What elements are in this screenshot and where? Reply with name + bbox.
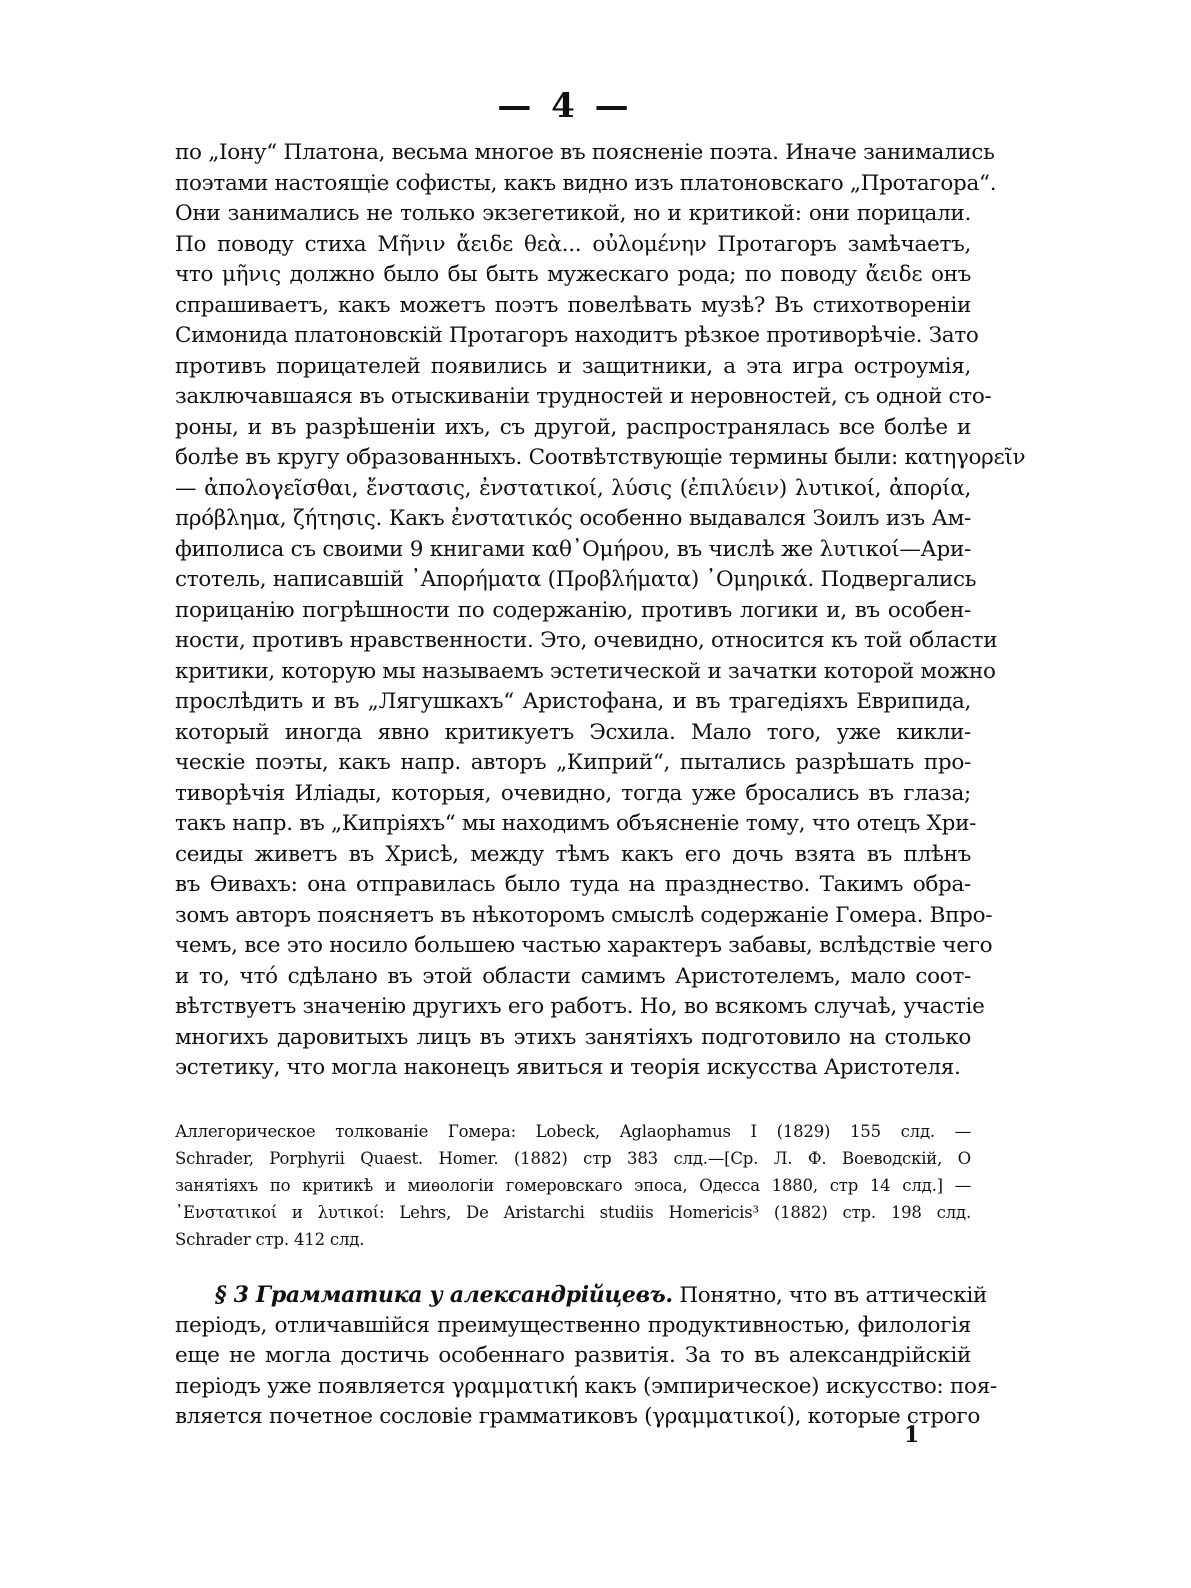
signature-mark: 1 (904, 1422, 920, 1448)
body-line: и то, что́ сдѣлано въ этой области самимъ Аристотелемъ, мало соот- (175, 963, 971, 989)
body-line: тиворѣчія Иліады, которыя, очевидно, тогда уже бросались въ глаза; (175, 780, 971, 806)
body-line: эстетику, что могла наконецъ явиться и теорія искусства Аристотеля. (175, 1055, 961, 1080)
body-line: что μῆνις должно было бы быть мужескаго рода; по поводу ἄειδε онъ (175, 262, 971, 287)
section-line: періодъ уже появляется γραμματική какъ (эмпирическое) искусство: поя- (175, 1373, 997, 1399)
body-line: въ Өивахъ: она отправилась было туда на празднество. Такимъ обра- (175, 872, 971, 897)
footnote-line: Schrader, Porphyrii Quaest. Homer. (1882) стр 383 слд.—[Ср. Л. Ф. Воеводскій, О (175, 1149, 971, 1168)
section-first-line-text: Понятно, что въ аттическій (679, 1283, 988, 1308)
body-line: который иногда явно критикуетъ Эсхила. Мало того, уже кикли- (175, 719, 971, 745)
body-line: вѣтствуетъ значенію другихъ его работъ. Но, во всякомъ случаѣ, участіе (175, 994, 985, 1019)
footnote-line: ᾿Ενστατικοί и λυτικοί: Lehrs, De Aristarchi studiis Homericis³ (1882) стр. 198 слд. (175, 1203, 971, 1222)
main-text (175, 138, 1026, 1084)
body-line: роны, и въ разрѣшеніи ихъ, съ другой, распространялась все болѣе и (175, 414, 971, 440)
footnotes (175, 1118, 971, 1253)
section-heading: § 3 Грамматика у александрійцевъ. (215, 1282, 673, 1308)
body-line: Симонида платоновскій Протагоръ находитъ рѣзкое противорѣчіе. Зато (175, 323, 979, 348)
body-line: Они занимались не только экзегетикой, но и критикой: они порицали. (175, 201, 971, 226)
section-first-line (175, 1280, 988, 1311)
body-line: πρόβλημα, ζήτησις. Какъ ἐνστατικός особенно выдавался Зоилъ изъ Ам- (175, 506, 971, 531)
body-line: критики, которую мы называемъ эстетической и зачатки которой можно (175, 658, 996, 684)
body-line: — ἀπολογεῖσθαι, ἔνστασις, ἐνστατικοί, λύσις (ἐπιλύειν) λυτικοί, ἀπορία, (175, 475, 971, 501)
body-line: прослѣдить и въ „Лягушкахъ“ Аристофана, и въ трагедіяхъ Еврипида, (175, 689, 971, 714)
body-line: многихъ даровитыхъ лицъ въ этихъ занятіяхъ подготовило на столько (175, 1024, 971, 1050)
body-line: ческіе поэты, какъ напр. авторъ „Киприй“, пытались разрѣшать про- (175, 750, 971, 775)
body-line: чемъ, все это носило большею частью характеръ забавы, вслѣдствіе чего (175, 933, 993, 958)
section-line: періодъ, отличавшійся преимущественно продуктивностью, филологія (175, 1312, 971, 1338)
body-line: порицанію погрѣшности по содержанію, противъ логики и, въ особен- (175, 597, 971, 623)
body-line: поэтами настоящіе софисты, какъ видно изъ платоновскаго „Протагора“. (175, 170, 997, 196)
body-line: такъ напр. въ „Кипріяхъ“ мы находимъ объясненіе тому, что отецъ Хри- (175, 811, 977, 836)
section-line: еще не могла достичь особеннаго развитія. За то въ александрійскій (175, 1343, 971, 1368)
section-line: вляется почетное сословіе грамматиковъ (γραμματικοί), которые строго (175, 1404, 980, 1429)
body-line: зомъ авторъ поясняетъ въ нѣкоторомъ смыслѣ содержаніе Гомера. Впро- (175, 902, 993, 928)
body-line: болѣе въ кругу образованныхъ. Соотвѣтствующіе термины были: κατηγορεῖν (175, 445, 1026, 470)
footnote-line: Аллегорическое толкованіе Гомера: Lobeck, Aglaophamus I (1829) 155 слд. — (175, 1122, 971, 1141)
footnote-line: занятіяхъ по критикѣ и миѳологіи гомеровскаго эпоса, Одесса 1880, стр 14 слд.] — (175, 1176, 971, 1195)
body-line: фиполиса съ своими 9 книгами καθ᾿Ομήρου, въ числѣ же λυτικοί—Ари- (175, 536, 971, 562)
body-line: По поводу стиха Μῆνιν ἄειδε θεὰ... οὐλομένην Протагоръ замѣчаетъ, (175, 231, 971, 257)
body-line: спрашиваетъ, какъ можетъ поэтъ повелѣвать музѣ? Въ стихотвореніи (175, 292, 971, 318)
body-line: ности, противъ нравственности. Это, очевидно, относится къ той области (175, 628, 998, 653)
body-line: сеиды живетъ въ Хрисѣ, между тѣмъ какъ его дочь взята въ плѣнъ (175, 841, 971, 867)
page-number: — 4 — (497, 86, 633, 126)
body-line: стотель, написавшій ᾿Απορήματα (Προβλήματα) ᾿Ομηρικά. Подвергались (175, 567, 977, 592)
footnote-line: Schrader стр. 412 слд. (175, 1230, 365, 1249)
body-line: по „Іону“ Платона, весьма многое въ поясненіе поэта. Иначе занимались (175, 140, 995, 165)
section-3 (175, 1280, 997, 1433)
body-line: противъ порицателей появились и защитники, а эта игра остроумія, (175, 353, 971, 379)
body-line: заключавшаяся въ отыскиваніи трудностей и неровностей, съ одной сто- (175, 384, 992, 409)
